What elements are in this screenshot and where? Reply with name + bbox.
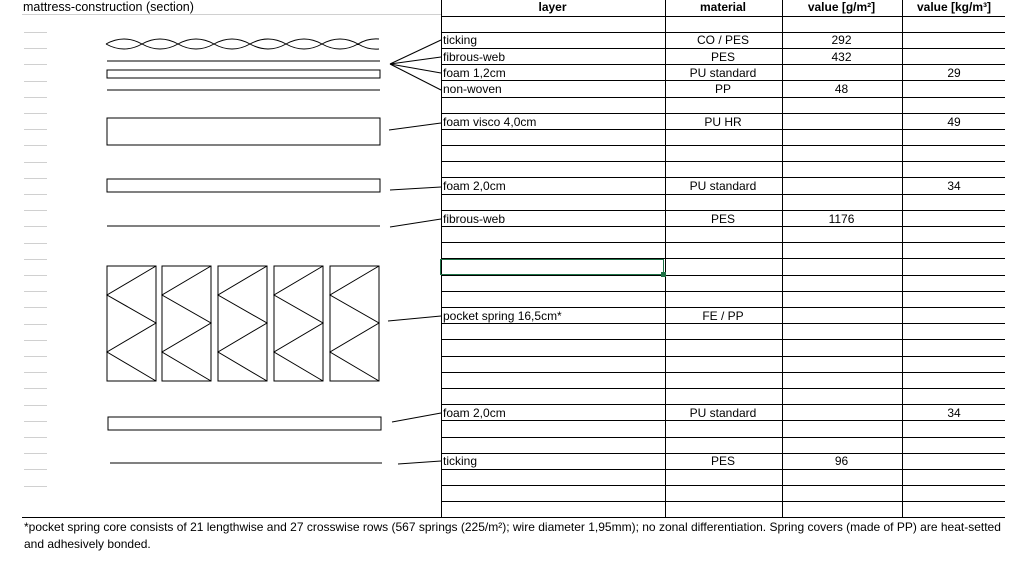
row-8-layer[interactable]: pocket spring 16,5cm* (443, 309, 562, 323)
row-3-material[interactable]: PU standard (689, 66, 757, 80)
row-6-kgm3[interactable]: 34 (947, 179, 961, 193)
spring-pocket (162, 266, 211, 381)
row-5-material[interactable]: PU HR (704, 115, 742, 129)
spring-zigzag (162, 266, 211, 381)
footnote: *pocket spring core consists of 21 lengthwise and 27 crosswise rows (567 springs (225/m²); wire diameter 1,95mm); no zonal differentiation. Spring covers (made of PP) are heat-setted and adhesively bonded. (24, 520, 1001, 551)
leader-lines (388, 40, 441, 464)
spring-zigzag (107, 266, 156, 381)
fill-handle[interactable] (661, 272, 666, 277)
row-5-kgm3[interactable]: 49 (947, 115, 961, 129)
spring-zigzag (218, 266, 267, 381)
row-1-layer[interactable]: ticking (443, 33, 478, 47)
header-value-kgm3: value [kg/m³] (916, 0, 991, 14)
spring-pocket (274, 266, 323, 381)
row-9-layer[interactable]: foam 2,0cm (443, 406, 506, 420)
row-10-layer[interactable]: ticking (443, 454, 478, 468)
row-6-layer[interactable]: foam 2,0cm (443, 179, 506, 193)
foam-visco-shape (107, 118, 380, 145)
row-1-gm2[interactable]: 292 (831, 33, 852, 47)
row-5-layer[interactable]: foam visco 4,0cm (443, 115, 537, 129)
row-4-material[interactable]: PP (714, 82, 731, 96)
row-10-gm2[interactable]: 96 (834, 454, 849, 468)
sheet-title: mattress-construction (section) (23, 0, 194, 14)
row-4-gm2[interactable]: 48 (834, 82, 849, 96)
header-value-gm2: value [g/m²] (807, 0, 876, 14)
spring-pocket (218, 266, 267, 381)
faint-row-marks (22, 15, 441, 487)
row-2-material[interactable]: PES (710, 50, 735, 64)
row-9-kgm3[interactable]: 34 (947, 406, 961, 420)
selected-cell[interactable] (440, 259, 664, 275)
foam-2cm-shape (107, 179, 380, 192)
row-7-gm2[interactable]: 1176 (828, 212, 855, 226)
spring-zigzag (274, 266, 323, 381)
row-3-kgm3[interactable]: 29 (947, 66, 961, 80)
row-7-material[interactable]: PES (710, 212, 735, 226)
row-10-material[interactable]: PES (710, 454, 735, 468)
row-9-material[interactable]: PU standard (689, 406, 757, 420)
header-layer: layer (538, 0, 567, 14)
row-8-material[interactable]: FE / PP (702, 309, 744, 323)
row-7-layer[interactable]: fibrous-web (443, 212, 506, 226)
row-2-gm2[interactable]: 432 (831, 50, 852, 64)
foam-1-2cm-shape (107, 70, 380, 78)
row-3-layer[interactable]: foam 1,2cm (443, 66, 506, 80)
row-4-layer[interactable]: non-woven (443, 82, 502, 96)
row-6-material[interactable]: PU standard (689, 179, 757, 193)
foam-2cm-bottom-shape (108, 417, 381, 430)
spring-pocket (107, 266, 156, 381)
header-material: material (699, 0, 747, 14)
pocket-springs-shape (107, 266, 379, 381)
ticking-wave-top (106, 39, 379, 49)
spring-pocket (330, 266, 379, 381)
mattress-section-diagram (106, 39, 441, 464)
spring-zigzag (330, 266, 379, 381)
row-1-material[interactable]: CO / PES (696, 33, 749, 47)
row-2-layer[interactable]: fibrous-web (443, 50, 506, 64)
